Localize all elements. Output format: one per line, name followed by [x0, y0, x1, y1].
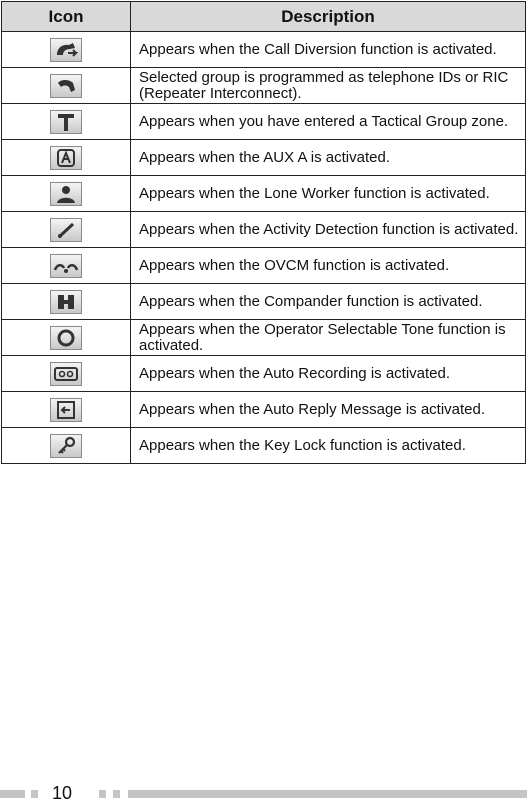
- row-description: Appears when the OVCM function is activated.: [131, 248, 526, 284]
- table-row: [2, 248, 526, 284]
- tactical-group-icon: [50, 110, 82, 134]
- row-description: Appears when the AUX A is activated.: [131, 140, 526, 176]
- ovcm-icon: [50, 254, 82, 278]
- table-row: [2, 428, 526, 464]
- footer-bar-mid-2: [113, 790, 120, 798]
- row-description: Selected group is programmed as telephone IDs or RIC (Repeater Interconnect).: [131, 68, 526, 104]
- operator-selectable-tone-icon: [50, 326, 82, 350]
- page-footer: [0, 783, 527, 803]
- footer-bar-left: [0, 790, 25, 798]
- table-header-row: [2, 2, 526, 32]
- row-description: Appears when the Auto Reply Message is activated.: [131, 392, 526, 428]
- telephone-group-icon: [50, 74, 82, 98]
- compander-icon: [50, 290, 82, 314]
- row-description: Appears when you have entered a Tactical Group zone.: [131, 104, 526, 140]
- activity-detection-icon: [50, 218, 82, 242]
- table-row: [2, 320, 526, 356]
- table-row: [2, 140, 526, 176]
- footer-bar-mid-1: [99, 790, 106, 798]
- auto-recording-icon: [50, 362, 82, 386]
- table-row: [2, 356, 526, 392]
- row-description: Appears when the Compander function is activated.: [131, 284, 526, 320]
- row-description: Appears when the Activity Detection function is activated.: [131, 212, 526, 248]
- lone-worker-icon: [50, 182, 82, 206]
- row-description: Appears when the Key Lock function is activated.: [131, 428, 526, 464]
- header-description: Description: [131, 2, 526, 32]
- auto-reply-message-icon: [50, 398, 82, 422]
- table-row: [2, 212, 526, 248]
- table-row: [2, 68, 526, 104]
- table-row: [2, 392, 526, 428]
- table-row: [2, 176, 526, 212]
- row-description: Appears when the Auto Recording is activated.: [131, 356, 526, 392]
- header-icon: Icon: [2, 2, 131, 32]
- table-row: [2, 104, 526, 140]
- row-description: Appears when the Lone Worker function is activated.: [131, 176, 526, 212]
- row-description: Appears when the Operator Selectable Tone function is activated.: [131, 320, 526, 356]
- table-row: [2, 32, 526, 68]
- icon-description-table: [1, 1, 526, 464]
- footer-bar-left-small: [31, 790, 38, 798]
- row-description: Appears when the Call Diversion function is activated.: [131, 32, 526, 68]
- table-row: [2, 284, 526, 320]
- key-lock-icon: [50, 434, 82, 458]
- footer-bar-right: [128, 790, 527, 798]
- call-diversion-icon: [50, 38, 82, 62]
- page-number: 10: [51, 783, 73, 803]
- aux-a-icon: [50, 146, 82, 170]
